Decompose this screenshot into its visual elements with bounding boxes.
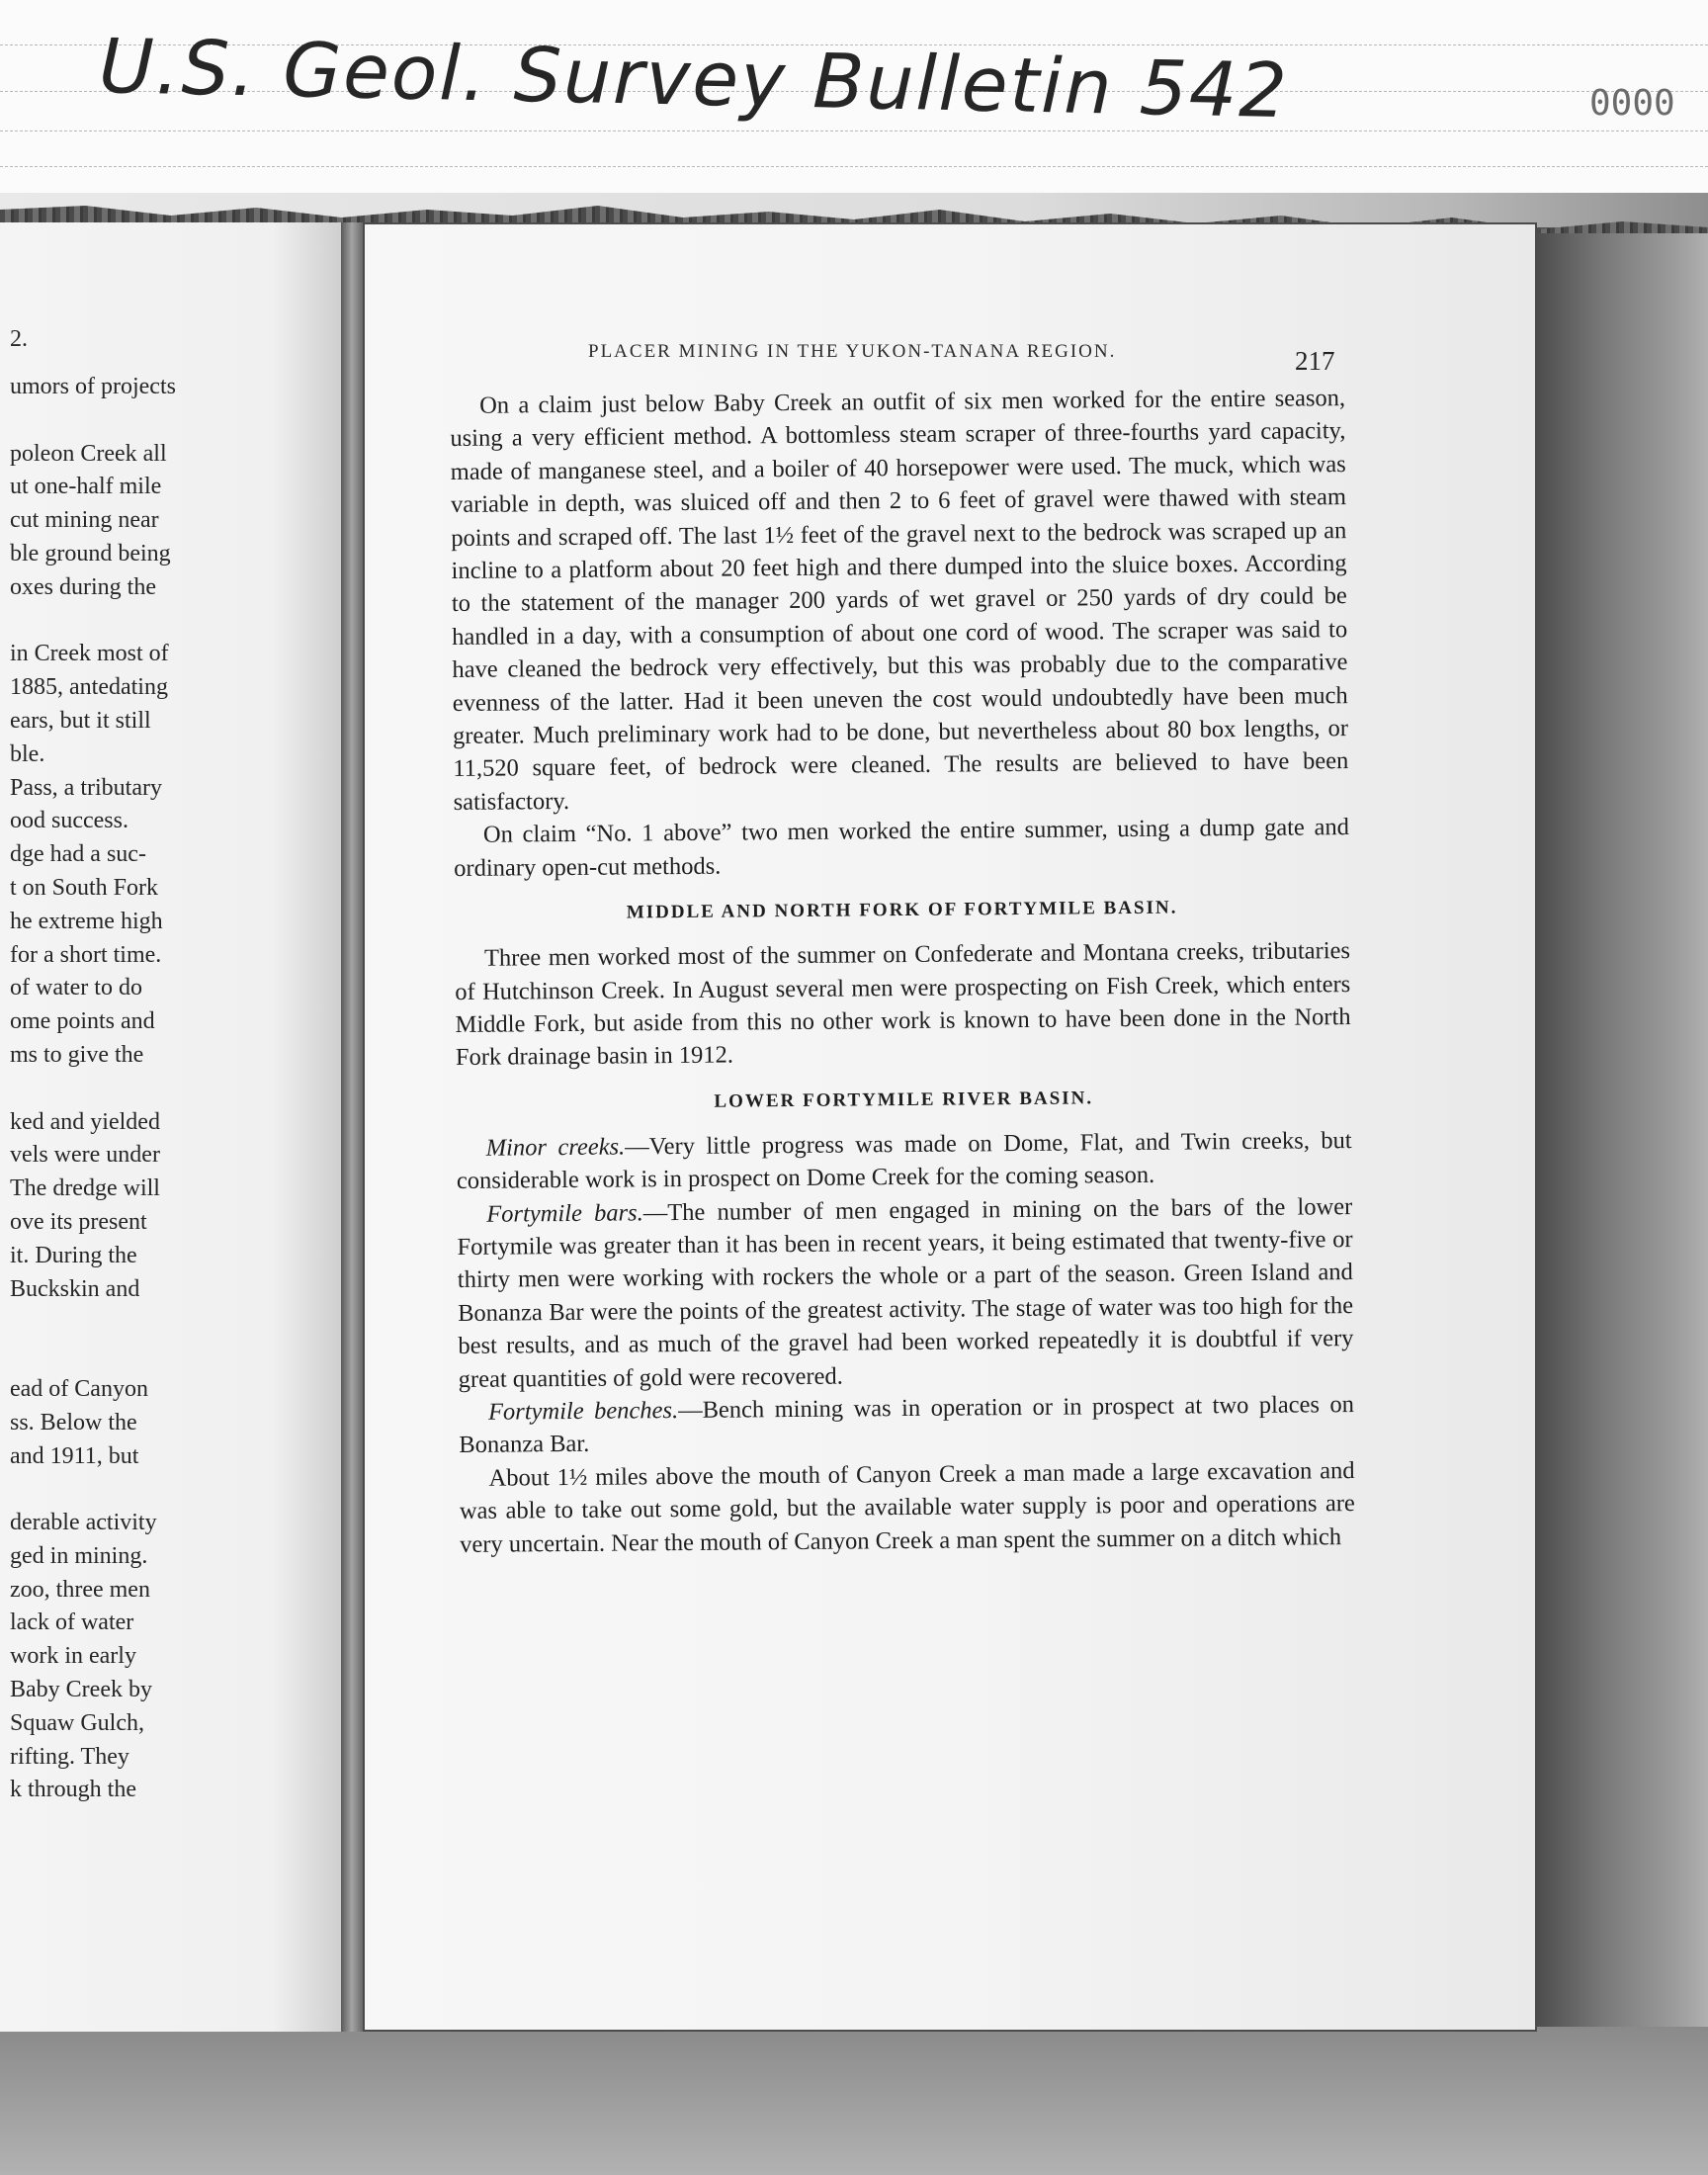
left-page-line: Squaw Gulch,: [10, 1709, 144, 1736]
left-page-line: [10, 605, 326, 639]
handwritten-header-strip: [0, 0, 1708, 198]
left-page-line: ome points and: [10, 1008, 155, 1035]
left-page-line: ked and yielded: [10, 1108, 160, 1135]
left-page-line: 1885, antedating: [10, 674, 168, 701]
left-page-line: it. During the: [10, 1242, 137, 1268]
left-page-line: ead of Canyon: [10, 1375, 148, 1402]
section-heading: LOWER FORTYMILE RIVER BASIN.: [714, 1088, 1094, 1112]
left-page-line: ms to give the: [10, 1041, 144, 1068]
left-page-text: [10, 371, 326, 1807]
paragraph-text: —Bench mining was in operation or in prospect at two places on Bonanza Bar.: [459, 1391, 1355, 1459]
handwritten-title: U.S. Geol. Survey Bulletin 542: [98, 22, 1290, 135]
page-body: [450, 382, 1355, 1561]
book-spine: [341, 222, 363, 2032]
left-page-line: cut mining near: [10, 507, 159, 534]
paragraph: On a claim just below Baby Creek an outfit of six men worked for the entire season, using a very efficient method. A bottomless steam scraper of three-fourths yard capacity, made of manganese steel, and a boiler of 40 horsepower were used. The muck, which was variable in depth, was sluiced off and then 2 to 6 feet of gravel were thawed with steam points and scraped off. The last 1½ feet of the gravel next to the bedrock was scraped up an incline to a platform about 20 feet high and there dumped into the sluice boxes. According to the statement of the manager 200 yards of wet gravel or 250 yards of dry could be handled in a day, with a consumption of about one cord of wood. The scraper was said to have cleaned the bedrock very effectively, but this was probably due to the comparative evenness of the latter. Had it been uneven the cost would undoubtedly have been much greater. Much preliminary work had to be done, but nevertheless about 80 box lengths, or 11,520 square feet, of bedrock were cleaned. The results are believed to have been satisfactory.: [450, 385, 1349, 816]
left-page: [0, 222, 344, 2032]
paragraph-lead: Minor creeks.: [485, 1133, 626, 1162]
paragraph-lead: Fortymile bars.: [486, 1198, 643, 1228]
paragraph: On claim “No. 1 above” two men worked the entire summer, using a dump gate and ordinary open-cut methods.: [454, 814, 1350, 882]
paragraph-lead: Fortymile benches.: [487, 1396, 679, 1426]
running-head: PLACER MINING IN THE YUKON-TANANA REGION.: [588, 341, 1117, 362]
left-page-line: [10, 1473, 326, 1507]
paragraph: [457, 1124, 1353, 1198]
left-page-line: derable activity: [10, 1510, 157, 1536]
left-page-line: ut one-half mile: [10, 474, 162, 500]
stamp-number: 0000: [1589, 83, 1675, 124]
right-shadow: [1537, 227, 1708, 2175]
page-number: 217: [1295, 346, 1335, 376]
bottom-shadow: [0, 2027, 1708, 2175]
paragraph: Three men worked most of the summer on Confederate and Montana creeks, tributaries of Hutchinson Creek. In August several men were prospecting on Fish Creek, which enters Middle Fork, but aside from this no other work is known to have been done in the North Fork drainage basin in 1912.: [455, 937, 1351, 1072]
left-page-line: dge had a suc-: [10, 841, 146, 868]
left-page-line: oxes during the: [10, 573, 156, 600]
left-page-line: he extreme high: [10, 908, 163, 934]
left-page-line: Buckskin and: [10, 1275, 140, 1302]
left-page-line: lack of water: [10, 1610, 134, 1636]
left-page-line: of water to do: [10, 975, 142, 1001]
paragraph: About 1½ miles above the mouth of Canyon Creek a man made a large excavation and was able to take out some gold, but the available water supply is poor and operations are very uncertain. Near the mouth of Canyon Creek a man spent the summer on a ditch which: [459, 1456, 1355, 1558]
left-page-line: [10, 1073, 326, 1106]
left-page-line: zoo, three men: [10, 1576, 150, 1603]
paragraph: [457, 1190, 1354, 1396]
paragraph-text: —Very little progress was made on Dome, Flat, and Twin creeks, but considerable work is in prospect on Dome Creek for the coming season.: [456, 1126, 1352, 1195]
left-page-line: [10, 1340, 326, 1373]
left-page-line: Baby Creek by: [10, 1677, 152, 1703]
left-page-line: poleon Creek all: [10, 440, 167, 467]
left-page-line: in Creek most of: [10, 641, 169, 667]
left-page-line: umors of projects: [10, 374, 176, 399]
left-page-line: ears, but it still: [10, 707, 151, 734]
ruled-line: [0, 166, 1708, 167]
left-page-line: Pass, a tributary: [10, 774, 162, 801]
left-page-line: [10, 1306, 326, 1340]
left-page-line: ged in mining.: [10, 1542, 148, 1569]
left-page-line: vels were under: [10, 1142, 160, 1169]
left-page-line: for a short time.: [10, 941, 162, 968]
paragraph: [459, 1388, 1355, 1462]
left-page-line: ss. Below the: [10, 1409, 137, 1436]
left-page-number: 2.: [10, 326, 28, 352]
left-page-line: rifting. They: [10, 1743, 129, 1770]
left-page-line: [10, 404, 326, 438]
ruled-line: [0, 130, 1708, 131]
left-page-line: The dredge will: [10, 1175, 160, 1202]
left-page-line: t on South Fork: [10, 874, 159, 901]
left-page-line: and 1911, but: [10, 1442, 139, 1469]
section-heading: MIDDLE AND NORTH FORK OF FORTYMILE BASIN.: [626, 897, 1178, 923]
left-page-line: ood success.: [10, 808, 128, 834]
left-page-line: ove its present: [10, 1208, 147, 1235]
left-page-line: k through the: [10, 1777, 136, 1803]
left-page-line: work in early: [10, 1643, 136, 1670]
paragraph-text: —The number of men engaged in mining on the bars of the lower Fortymile was greater than it has been in recent years, it being estimated that twenty-five or thirty men were working with rockers the whole or a part of the season. Green Island and Bonanza Bar were the points of the greatest activity. The stage of water was too high for the best results, and as much of the gravel had been worked repeatedly it is doubtful if very great quantities of gold were recovered.: [457, 1192, 1354, 1393]
left-page-line: ble.: [10, 740, 45, 767]
left-page-line: ble ground being: [10, 540, 171, 566]
